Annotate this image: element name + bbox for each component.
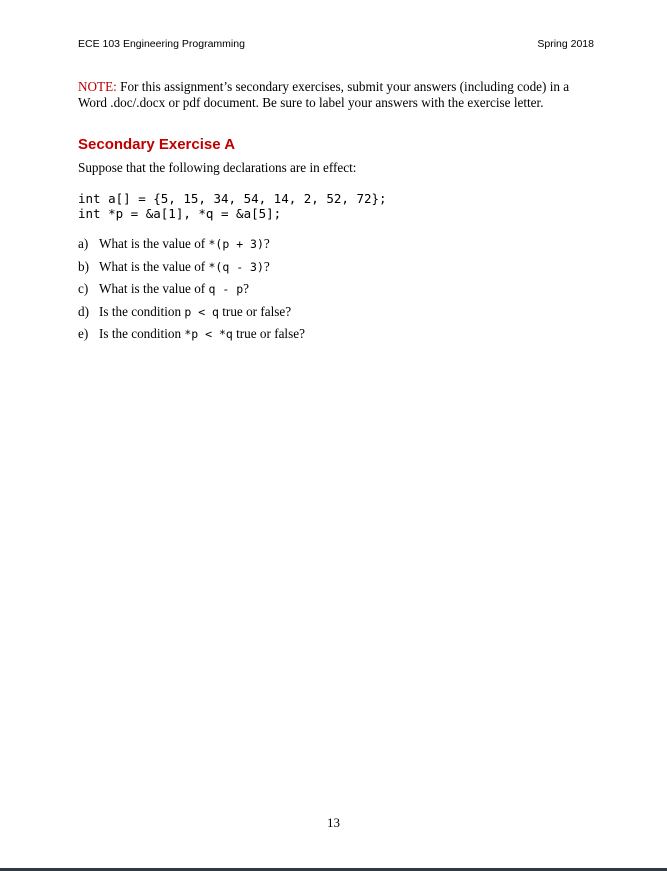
question-text: What is the value of (99, 281, 209, 296)
question-code: p < q (184, 304, 219, 319)
question-text: Is the condition (99, 303, 185, 319)
question-item (78, 304, 305, 327)
question-letter: c) (78, 281, 89, 296)
page-number: 13 (327, 815, 340, 830)
question-suffix: true or false? (232, 326, 305, 341)
code-block (78, 191, 387, 221)
code-line: int a[] = {5, 15, 34, 54, 14, 2, 52, 72}; (78, 191, 387, 206)
question-text: What is the value of (99, 236, 209, 251)
question-item (78, 281, 305, 304)
question-list (78, 236, 305, 349)
code-line: int *p = &a[1], *q = &a[5]; (78, 206, 282, 221)
question-code: *p < *q (184, 327, 233, 341)
question-code: *(p + 3) (208, 237, 264, 251)
question-item (78, 326, 305, 349)
question-code: q - p (208, 282, 244, 296)
question-letter: d) (78, 303, 89, 319)
question-letter: b) (78, 258, 89, 274)
question-letter: e) (78, 326, 89, 341)
question-item (78, 236, 305, 259)
exercise-intro: Suppose that the following declarations are in effect: (78, 160, 357, 175)
header-course-title: ECE 103 Engineering Programming (78, 38, 245, 50)
question-text: Is the condition (99, 326, 185, 341)
question-letter: a) (78, 236, 89, 251)
question-code: *(q - 3) (208, 259, 264, 274)
header-term: Spring 2018 (537, 38, 594, 50)
exercise-heading: Secondary Exercise A (78, 136, 236, 153)
note-text: For this assignment’s secondary exercises, submit your answers (including code) in a Word .doc/.docx or pdf document. Be sure to label your answers with the exercise letter. (78, 79, 570, 110)
question-suffix: ? (263, 258, 270, 274)
question-text: What is the value of (99, 258, 209, 274)
question-suffix: ? (263, 236, 270, 251)
question-suffix: true or false? (218, 303, 292, 319)
question-suffix: ? (243, 281, 249, 296)
note-label: NOTE: (78, 79, 117, 94)
question-item (78, 259, 305, 282)
note-paragraph (78, 79, 598, 111)
